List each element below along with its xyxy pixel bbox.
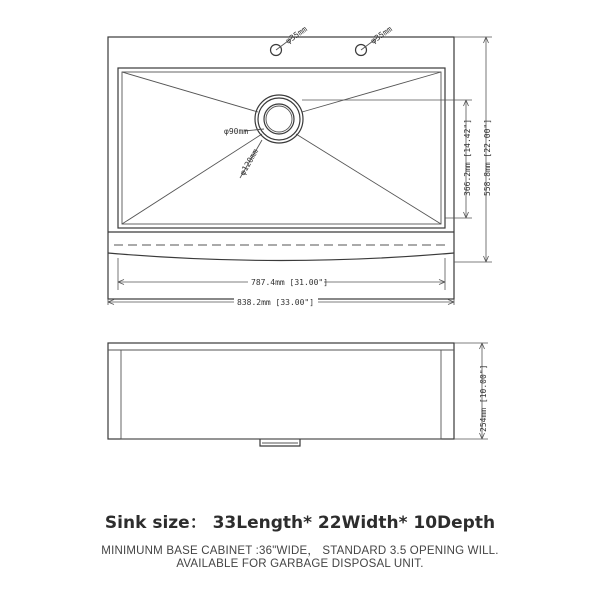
overall-width-label: 838.2mm [33.00"] xyxy=(237,298,315,307)
drain-outer-label: φ120mm xyxy=(237,147,261,177)
drain xyxy=(255,95,303,143)
height-label: 254mm [10.00"] xyxy=(479,364,488,432)
overall-depth-label: 558.8mm [22.00"] xyxy=(483,118,492,196)
bowl-width-label: 787.4mm [31.00"] xyxy=(251,278,329,287)
hole-right-label: φ35mm xyxy=(368,24,394,46)
apron-front xyxy=(108,232,454,261)
hole-left-label: φ35mm xyxy=(283,24,309,46)
bowl-outer-outline xyxy=(118,68,445,228)
sink-size-title: Sink size： 33Length* 22Width* 10Depth xyxy=(104,513,496,533)
cabinet-note-line-2: AVAILABLE FOR GARBAGE DISPOSAL UNIT. xyxy=(176,558,424,570)
drain-outlet xyxy=(260,439,300,446)
deck-outline xyxy=(108,37,454,299)
front-view xyxy=(108,343,488,446)
drain-offset-label: 366.2mm [14.42"] xyxy=(463,118,472,196)
cabinet-note-line-1: MINIMUNM BASE CABINET :36"WIDE， STANDARD 3.5 OPENING WILL. xyxy=(101,545,499,557)
drain-offset-dimension xyxy=(302,100,472,218)
drain-inner-label: φ90mm xyxy=(224,127,249,136)
top-view xyxy=(108,24,492,307)
front-inner-outline xyxy=(121,350,441,439)
front-outer-outline xyxy=(108,343,454,439)
